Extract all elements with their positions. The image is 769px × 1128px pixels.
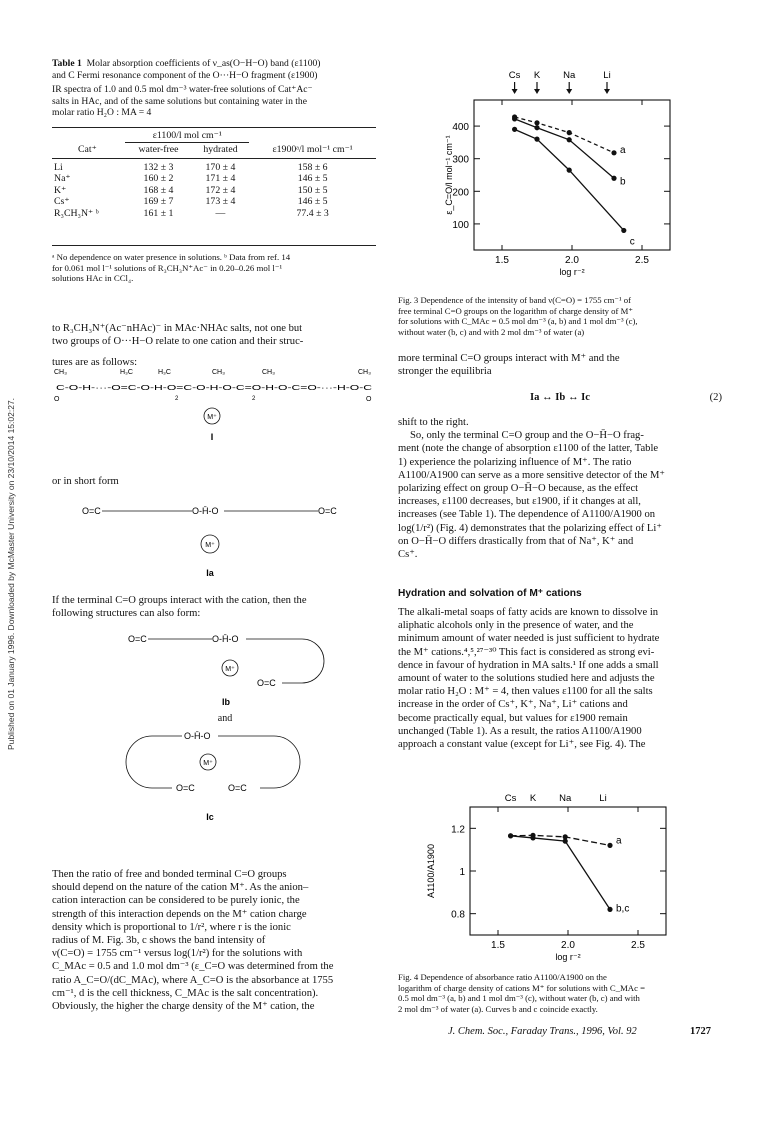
- text-line: So, only the terminal C=O group and the O−H̄−O frag-: [410, 430, 644, 442]
- equation-number: (2): [709, 392, 722, 403]
- table-cell: 169 ± 7: [143, 196, 174, 207]
- text-line: increases, ε1100 decreases, but ε1900, if it changes at all,: [398, 496, 641, 508]
- cation-label: M⁺: [203, 760, 213, 767]
- text-line: ratio A_C=O/(dC_MAc), where A_C=O is the absorbance at 1755: [52, 974, 334, 986]
- table-header-cat: Cat⁺: [78, 144, 97, 155]
- cation-label: M⁺: [225, 666, 235, 673]
- text-line: polarizing effect on group O−H̄−O because, as the effect: [398, 483, 639, 495]
- data-point: [611, 176, 616, 181]
- text-line: C_MAc = 0.5 and 1.0 mol dm⁻³ (ε_C=O was determined from the: [52, 961, 334, 973]
- structure-label-Ic: Ic: [206, 812, 214, 822]
- caption-line: free terminal C=O groups on the logarithm of charge density of M⁺: [398, 305, 633, 316]
- svg-text:O: O: [54, 396, 60, 403]
- table1-caption-line4: salts in HAc, and of the same solutions but containing water in the: [52, 95, 307, 107]
- cation-top-label: Li: [599, 793, 607, 804]
- structure-label-I: I: [210, 432, 214, 442]
- data-point: [621, 228, 626, 233]
- equation-text: Ia ↔ Ib ↔ Ic: [529, 392, 591, 403]
- x-tick-label: 2.0: [565, 255, 579, 266]
- caption-line: logarithm of charge density of cations M⁺ for solutions with C_MAc =: [398, 982, 645, 993]
- ch3-label: CH₃: [358, 369, 371, 376]
- text-line: The alkali-metal soaps of fatty acids are known to dissolve in: [398, 607, 659, 618]
- text-line: radius of M. Fig. 3b, c shows the band intensity of: [52, 935, 266, 947]
- section-heading: Hydration and solvation of M⁺ cations: [398, 588, 582, 599]
- data-point: [567, 168, 572, 173]
- table-header-hydrated: hydrated: [203, 144, 238, 156]
- caption-line: Fig. 4 Dependence of absorbance ratio A1100/A1900 on the: [398, 972, 607, 982]
- text-line: more terminal C=O groups interact with M⁺ and the: [398, 353, 620, 364]
- text-line: stronger the equilibria: [398, 366, 492, 378]
- data-point: [534, 125, 539, 130]
- text-line: Cs⁺.: [398, 549, 418, 561]
- text-line: amount of water to the solutions studied here and adjusts the: [398, 673, 655, 685]
- text-line: cm⁻¹, d is the cell thickness, C_MAc is the salt concentration).: [52, 987, 319, 999]
- cation-label: M⁺: [205, 542, 215, 549]
- plot-frame: [470, 807, 666, 935]
- data-point: [512, 127, 517, 132]
- x-tick-label: 2.5: [631, 940, 645, 951]
- h3c-label: H₃C: [120, 369, 133, 376]
- text-line: two groups of O···H−O relate to one cation and their struc-: [52, 336, 304, 348]
- table-row: [52, 173, 376, 185]
- side-note-text: Published on 01 January 1996. Downloaded by McMaster University on 23/10/2014 15:02:27.: [6, 397, 16, 750]
- table-cell: K⁺: [54, 184, 67, 196]
- cation-label: M⁺: [207, 414, 217, 421]
- x-tick-label: 2.0: [561, 940, 575, 951]
- fig4-chart: [418, 785, 680, 965]
- caption-line: 0.5 mol dm⁻³ (a, b) and 1 mol dm⁻³ (c), without water (b, c) and with: [398, 993, 640, 1004]
- left-paragraph-1: [52, 322, 376, 370]
- table1-top-rule: [52, 127, 376, 128]
- table1-caption-line1: Molar absorption coefficients of ν_as(O−H−O) band (ε1100): [86, 58, 321, 69]
- table1-footnote: [52, 252, 376, 284]
- footer-journal: J. Chem. Soc., Faraday Trans., 1996, Vol. 92: [448, 1026, 637, 1037]
- table-cell: 146 ± 5: [297, 196, 328, 207]
- right-paragraph-2: [398, 416, 722, 561]
- structure-Ib: [52, 628, 376, 708]
- table-cell: 161 ± 1: [143, 207, 174, 219]
- page-number: 1727: [690, 1026, 711, 1037]
- y-tick-label: 1: [459, 867, 465, 878]
- series-line: [515, 119, 614, 178]
- table-group-header-row: [52, 130, 376, 142]
- co-left: O=C: [82, 506, 101, 516]
- series-label: a: [616, 835, 622, 847]
- table1-caption-line2: and C Fermi resonance component of the O···H−O fragment (ε1900): [52, 69, 318, 81]
- text-line: strength of this interaction depends on the M⁺ cation charge: [52, 908, 307, 920]
- text-line: molar ratio H₂O : M⁺ = 4, then values ε1100 for all the salts: [398, 686, 653, 698]
- x-tick-label: 1.5: [495, 255, 509, 266]
- data-point: [611, 150, 616, 155]
- series-label: a: [620, 144, 626, 156]
- y-tick-label: 300: [452, 154, 469, 166]
- series-label: c: [629, 236, 635, 248]
- table-row: [52, 208, 376, 220]
- text-line: approach a constant value (except for Li⁺, see Fig. 4). The: [398, 739, 646, 751]
- ch3-label: CH₃: [262, 369, 275, 376]
- table-cell: 168 ± 4: [143, 184, 174, 196]
- table-cell: 150 ± 5: [297, 184, 328, 196]
- co-right: O=C: [257, 678, 276, 688]
- side-download-note: [6, 130, 18, 750]
- cation-top-label: Na: [563, 70, 576, 81]
- y-axis-label: ε_C=O/l mol⁻¹ cm⁻¹: [444, 135, 454, 215]
- text-line: log(1/r²) (Fig. 4) demonstrates that the polarizing effect of Li⁺: [398, 522, 662, 534]
- series-line: [515, 129, 624, 230]
- text-line: ν(C=O) = 1755 cm⁻¹ versus log(1/r²) for the solutions with: [52, 948, 303, 960]
- fig3-chart: [440, 58, 680, 288]
- y-tick-label: 100: [452, 219, 469, 231]
- text-line: should depend on the nature of the cation M⁺. As the anion–: [52, 882, 309, 894]
- arrow-head: [566, 89, 572, 94]
- ohbar-label: O-H̄-O: [212, 634, 239, 644]
- table-cell: 173 ± 4: [205, 196, 236, 207]
- caption-line: for solutions with C_MAc = 0.5 mol dm⁻³ (a, b) and 1 mol dm⁻³ (c),: [398, 316, 638, 327]
- table-row: [52, 185, 376, 197]
- footnote-line2: for 0.061 mol l⁻¹ solutions of R₃CH₃N⁺Ac⁻ in 0.20–0.26 mol l⁻¹: [52, 262, 283, 273]
- y-tick-label: 400: [452, 122, 469, 134]
- y-tick-label: 0.8: [451, 909, 465, 921]
- table-header-e1900: ε1900ᵃ/l mol⁻¹ cm⁻¹: [272, 144, 353, 155]
- structure-label-Ia: Ia: [206, 568, 214, 578]
- table-cell: Na⁺: [54, 173, 71, 184]
- y-axis-label: A1100/A1900: [426, 844, 436, 898]
- data-point: [567, 130, 572, 135]
- co-right: O=C: [228, 783, 247, 793]
- text-line: Then the ratio of free and bonded terminal C=O groups: [52, 869, 287, 880]
- ch3-label: CH₃: [212, 369, 225, 376]
- table-group-header: ε1100/l mol cm⁻¹: [125, 130, 249, 142]
- arrow-head: [604, 89, 610, 94]
- text-line: unchanged (Table 1). As a result, the ratios A1100/A1900: [398, 725, 642, 737]
- table-header-row: [52, 142, 376, 158]
- svg-text:O: O: [366, 396, 372, 403]
- data-point: [512, 116, 517, 121]
- table-cell: Cs⁺: [54, 196, 70, 207]
- table-cell: Li: [54, 161, 63, 173]
- text-line: ment (note the change of absorption ε1100 of the latter, Table: [398, 443, 659, 455]
- subscript-2: 2: [175, 396, 179, 402]
- text-line: cation interaction can be considered to be purely ionic, the: [52, 895, 300, 907]
- text-line: density which is proportional to 1/r², where r is the ionic: [52, 921, 291, 933]
- fig3-caption: [398, 295, 723, 337]
- co-left: O=C: [176, 783, 195, 793]
- text-line: A1100/A1900 can serve as a more sensitive detector of the M⁺: [398, 469, 666, 481]
- and-text: and: [217, 713, 233, 724]
- table-row: [52, 196, 376, 208]
- x-tick-label: 2.5: [635, 255, 649, 266]
- text-line: on O−H̄−O differs drastically from that of Na⁺, K⁺ and: [398, 535, 634, 547]
- table-row: [52, 162, 376, 174]
- table-cell: 158 ± 6: [297, 161, 328, 173]
- table-cell: 132 ± 3: [143, 161, 174, 173]
- caption-line: 2 mol dm⁻³ of water (a). Curves b and c coincide exactly.: [398, 1003, 598, 1014]
- table1: [52, 130, 376, 219]
- table-cell: 172 ± 4: [205, 184, 236, 196]
- table1-caption-line3: IR spectra of 1.0 and 0.5 mol dm⁻³ water-free solutions of Cat⁺Ac⁻: [52, 84, 313, 96]
- co-right: O=C: [318, 506, 337, 516]
- table-cell: 146 ± 5: [297, 173, 328, 184]
- caption-line: without water (b, c) and with 2 mol dm⁻³ of water (a): [398, 326, 585, 337]
- text-line: shift to the right.: [398, 417, 469, 428]
- structure-Ia: [52, 500, 376, 580]
- structure-Ic: [52, 726, 376, 826]
- structure-label-Ib: Ib: [222, 697, 230, 707]
- arrow-head: [512, 89, 518, 94]
- cation-top-label: Li: [603, 70, 611, 81]
- text-line: to R₃CH₃N⁺(Ac⁻nHAc)⁻ in MAc·NHAc salts, not one but: [52, 323, 303, 334]
- table-header-waterfree: water-free: [138, 144, 179, 156]
- co-left: O=C: [128, 634, 147, 644]
- right-paragraph-1: [398, 352, 722, 378]
- x-axis-label: log r⁻²: [559, 267, 585, 277]
- text-line: increase in the order of Cs⁺, K⁺, Na⁺, Li⁺ cations and: [398, 699, 628, 711]
- text-line: aliphatic alcohols only in the presence of water, and the: [398, 620, 634, 632]
- data-point: [508, 833, 513, 838]
- y-tick-label: 200: [452, 187, 469, 199]
- y-tick-label: 1.2: [451, 824, 465, 836]
- data-point: [563, 839, 568, 844]
- table1-label: Table 1: [52, 58, 82, 69]
- text-line: tures are as follows:: [52, 357, 138, 369]
- table-cell: —: [215, 207, 226, 219]
- x-axis-label: log r⁻²: [555, 952, 581, 962]
- or-short-form-text: or in short form: [52, 476, 119, 487]
- footnote-line3: solutions HAc in CCl₄.: [52, 273, 134, 284]
- table-cell: 160 ± 2: [143, 173, 174, 184]
- data-point: [607, 907, 612, 912]
- text-line: dence in favour of hydration in MA salts.¹ If one adds a small: [398, 659, 659, 671]
- series-line: [515, 117, 614, 153]
- cation-top-label: Na: [559, 793, 572, 804]
- series-label: b,c: [616, 903, 630, 915]
- data-point: [534, 137, 539, 142]
- fig4-caption: [398, 972, 723, 1014]
- plot-frame: [474, 100, 670, 250]
- data-point: [530, 835, 535, 840]
- text-line: minimum amount of water needed is just sufficient to hydrate: [398, 633, 660, 645]
- text-line: increases (see Table 1). The dependence of A1100/A1900 on: [398, 509, 656, 521]
- table-cell: 170 ± 4: [205, 161, 236, 173]
- table1-caption: [52, 58, 376, 119]
- ohbar-label: O-H̄-O: [184, 731, 211, 741]
- text-line: If the terminal C=O groups interact with the cation, then the: [52, 595, 307, 606]
- equation-2: [398, 392, 722, 403]
- cation-top-label: K: [533, 70, 541, 81]
- ohbar-label: O-H̄-O: [192, 506, 219, 516]
- table-cell: R₃CH₃N⁺ ᵇ: [54, 207, 99, 219]
- cation-top-label: K: [529, 793, 537, 804]
- text-line: 1) experience the polarizing influence of M⁺. The ratio: [398, 456, 632, 468]
- caption-line: Fig. 3 Dependence of the intensity of band ν(C=O) = 1755 cm⁻¹ of: [398, 295, 631, 305]
- table-cell: 77.4 ± 3: [296, 207, 329, 219]
- text-line: the M⁺ cations.⁴,⁵,²⁷⁻³⁰ This fact is considered as strong evi-: [398, 646, 655, 658]
- left-paragraph-2: [52, 594, 376, 620]
- text-line: become practically equal, but values for ε1900 remain: [398, 712, 628, 724]
- left-paragraph-3: [52, 868, 376, 1013]
- series-line: [511, 836, 610, 910]
- data-point: [567, 137, 572, 142]
- table1-bottom-rule: [52, 245, 376, 246]
- h3c-label: H₃C: [158, 369, 171, 376]
- data-point: [534, 120, 539, 125]
- arrow-head: [534, 89, 540, 94]
- right-paragraph-3: [398, 606, 722, 751]
- cation-top-label: Cs: [504, 793, 517, 804]
- table1-caption-line5: molar ratio H₂O : MA = 4: [52, 107, 152, 119]
- text-line: following structures can also form:: [52, 608, 201, 620]
- ch3-label: CH₃: [54, 369, 67, 376]
- subscript-2: 2: [252, 396, 256, 402]
- cation-top-label: Cs: [508, 70, 521, 81]
- structure-I: [52, 368, 376, 458]
- data-point: [607, 843, 612, 848]
- structure-chain-text: C-O-H-···-O=C-O-H-O=C-O-H-O-C=O-H-O-C=O-···-H-O-C: [56, 383, 374, 392]
- series-label: b: [620, 176, 626, 188]
- text-line: Obviously, the higher the charge density of the M⁺ cation, the: [52, 1001, 315, 1013]
- table-cell: 171 ± 4: [205, 173, 236, 184]
- x-tick-label: 1.5: [491, 940, 505, 951]
- footnote-line1: ᵃ No dependence on water presence in solutions. ᵇ Data from ref. 14: [52, 252, 291, 262]
